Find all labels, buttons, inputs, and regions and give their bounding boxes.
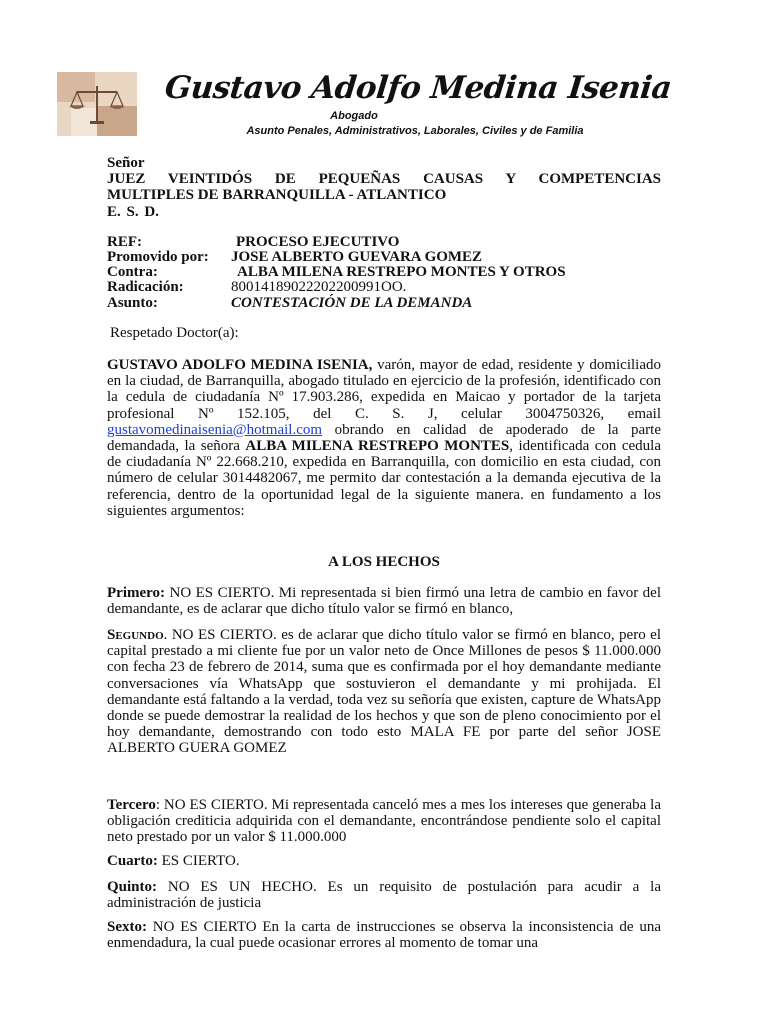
fact-sexto [107, 919, 661, 951]
intro-text-1: varón, mayor de edad, residente y domiciliado en la ciudad, de Barranquilla, abogado titulado en ejercicio de la profesión, identificado con la cedula de ciudadanía Nº 17.903.286, expedida en Maicao y portador de la tarjeta profesional Nº 152.105, del C. S. J, celular 3004750326, email [107, 357, 661, 422]
fact-quinto-label: Quinto: [107, 879, 158, 895]
lawyer-name-heading: Gustavo Adolfo Medina Isenia [163, 70, 674, 106]
fact-quinto-text: NO ES UN HECHO. Es un requisito de postulación para acudir a la administración de justicia [107, 879, 661, 912]
intro-text-3: , identificada con cedula de ciudadanía Nº 22.668.210, expedida en Barranquilla, con domicilio en esta ciudad, con número de celular 3014482067, me permito dar contestación a la demanda ejecutiva de la referencia, dentro de la oportunidad legal de la siguiente manera. en fundamento a los siguientes argumentos: [107, 438, 661, 519]
promovido-value: JOSE ALBERTO GUEVARA GOMEZ [231, 249, 483, 265]
asunto-value: CONTESTACIÓN DE LA DEMANDA [231, 295, 473, 311]
fact-primero [107, 585, 661, 617]
fact-segundo-text: . NO ES CIERTO. es de aclarar que dicho título valor se firmó en blanco, pero el capital prestado a mi cliente fue por un valor neto de Once Millones de pesos $ 11.000.000 con fecha 23 de febrero de 2014, suma que es confirmada por el hoy demandante mediante conversaciones vía WhatsApp que sostuvieron el demandante y mi prohijada. El demandante está faltando a la verdad, toda vez su señoría que existen, capture de WhatsApp donde se puede demostrar la realidad de los hechos y que son de pleno conocimiento por el hoy demandante, demostrando con todo esto MALA FE por parte del señor JOSE ALBERTO GUERA GOMEZ [107, 627, 661, 757]
asunto-row [107, 295, 661, 311]
email-link[interactable]: gustavomedinaisenia@hotmail.com [107, 421, 323, 438]
fact-tercero [107, 797, 661, 846]
fact-primero-label: Primero: [107, 585, 166, 601]
fact-primero-text: NO ES CIERTO. Mi representada si bien firmó una letra de cambio en favor del demandante, es de aclarar que dicho título valor se firmó en blanco, [107, 585, 661, 618]
contra-row [107, 264, 661, 280]
promovido-row [107, 249, 661, 265]
ref-value: PROCESO EJECUTIVO [236, 234, 400, 250]
fact-sexto-text: NO ES CIERTO En la carta de instrucciones se observa la inconsistencia de una enmendadura, la cual puede ocasionar errores al momento de tomar una [107, 919, 661, 952]
salutation: Señor [107, 155, 145, 171]
radicacion-label: Radicación: [107, 279, 184, 295]
fact-sexto-label: Sexto: [107, 919, 147, 935]
fact-quinto [107, 879, 661, 911]
radicacion-value: 80014189022202200991OO. [231, 279, 407, 295]
asunto-label: Asunto: [107, 295, 158, 311]
fact-cuarto-text: ES CIERTO. [157, 853, 240, 869]
fact-segundo [107, 627, 661, 757]
intro-paragraph [107, 357, 661, 519]
lawyer-specialty: Asunto Penales, Administrativos, Laborales, Civiles y de Familia [246, 125, 584, 137]
fact-tercero-label: Tercero [107, 797, 156, 813]
judge-line-2: MULTIPLES DE BARRANQUILLA - ATLANTICO [107, 187, 447, 203]
fact-segundo-label: Segundo [107, 627, 164, 643]
intro-client-name: ALBA MILENA RESTREPO MONTES [245, 438, 510, 455]
esd-line: E. S. D. [107, 204, 159, 220]
judge-line-1: JUEZ VEINTIDÓS DE PEQUEÑAS CAUSAS Y COMPETENCIAS [107, 171, 661, 187]
promovido-label: Promovido por: [107, 249, 209, 265]
lawyer-role: Abogado [330, 110, 378, 122]
intro-text-2: obrando en calidad de apoderado de la parte demandada, la señora [107, 421, 661, 455]
ref-label: REF: [107, 234, 142, 250]
greeting: Respetado Doctor(a): [110, 325, 239, 341]
fact-cuarto [107, 853, 661, 869]
radicacion-row [107, 279, 661, 295]
fact-tercero-text: : NO ES CIERTO. Mi representada canceló mes a mes los intereses que generaba la obligación crediticia adquirida con el demandante, encontrándose pendiente solo el capital neto prestado por un valor $ 11.000.000 [107, 797, 661, 846]
fact-cuarto-label: Cuarto: [107, 853, 158, 869]
section-title: A LOS HECHOS [328, 554, 440, 570]
contra-label: Contra: [107, 264, 158, 280]
contra-value: ALBA MILENA RESTREPO MONTES Y OTROS [237, 264, 566, 280]
ref-row [107, 234, 661, 250]
intro-lawyer-name: GUSTAVO ADOLFO MEDINA ISENIA, [107, 357, 373, 373]
